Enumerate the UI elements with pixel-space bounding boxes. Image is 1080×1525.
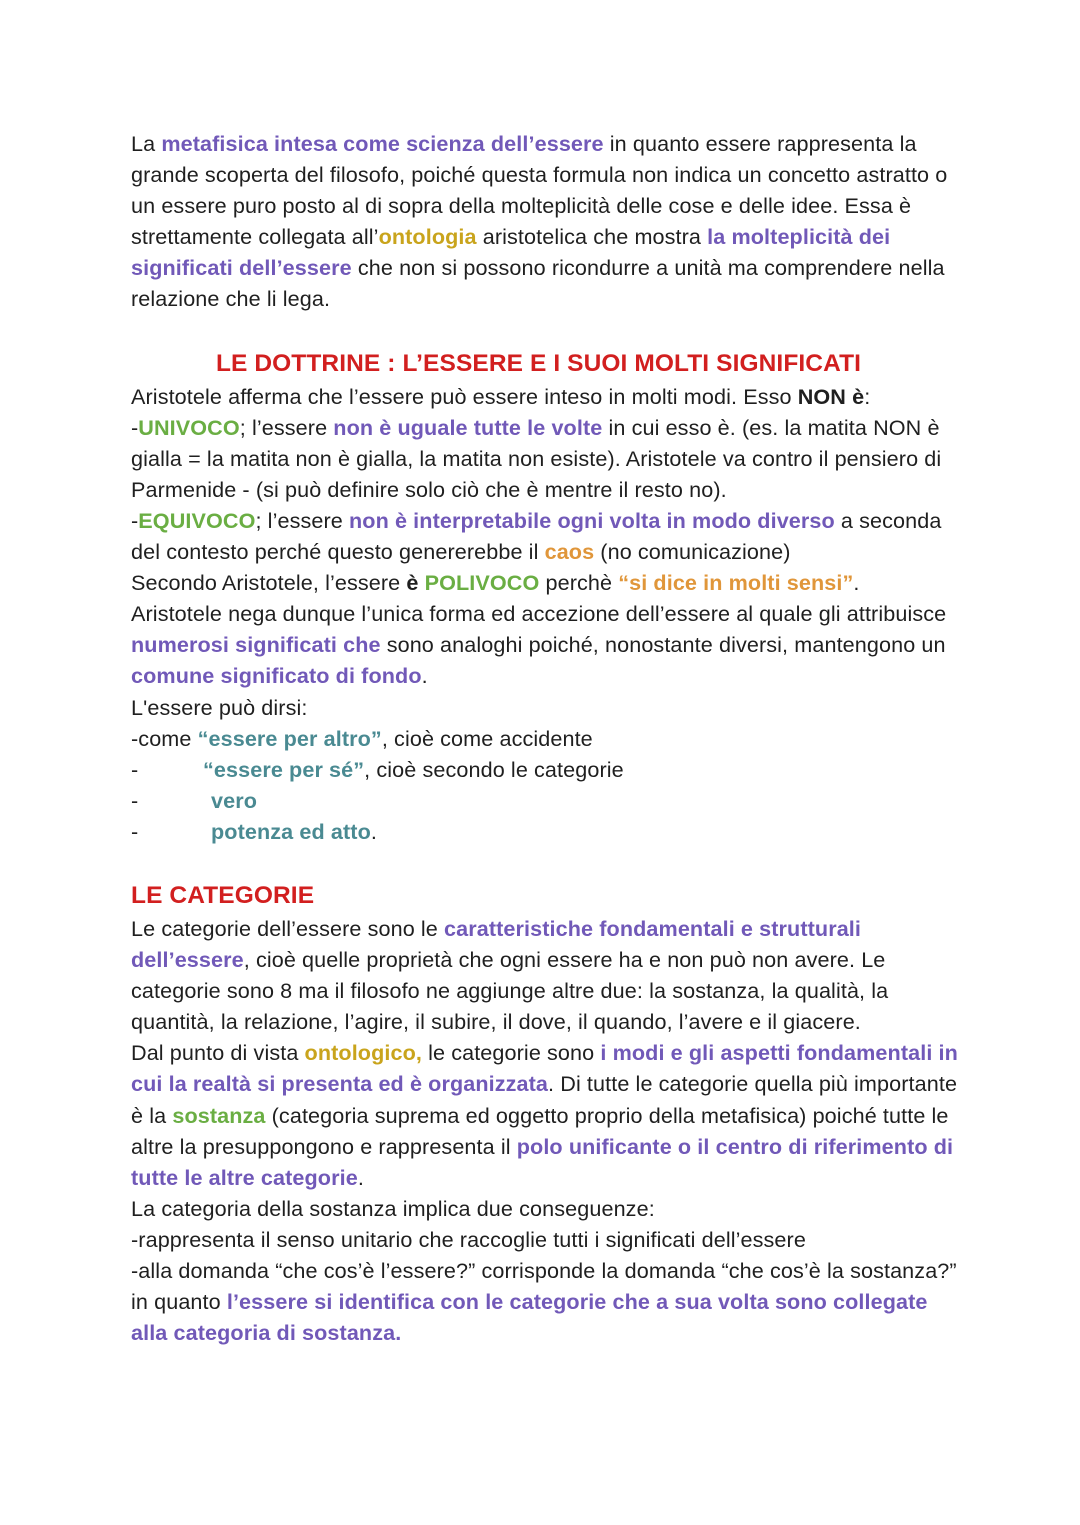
polivoco-paragraph — [131, 567, 961, 598]
document-page — [131, 128, 961, 1348]
text-run: La — [131, 131, 162, 156]
text-run: . Di tutte le categorie quella più importante è la — [131, 1071, 958, 1128]
list-dash: - — [131, 818, 139, 844]
text-run: le categorie sono — [422, 1040, 601, 1066]
text-run: . — [357, 1164, 364, 1190]
highlight-univoco: UNIVOCO — [138, 414, 240, 440]
highlight-metafisica: metafisica intesa come scienza dell’essere — [161, 131, 604, 156]
text-run: -alla domanda “che cos’è l’essere?” corrisponde la domanda “che cos’è la sostanza?” in quanto — [131, 1258, 957, 1315]
intro-paragraph — [131, 128, 961, 315]
text-run: a seconda del contesto perché questo genererebbe il — [131, 507, 942, 565]
nega-paragraph — [131, 598, 961, 691]
highlight-polo-unificante: polo unificante o il centro di riferimento di tutte le altre categorie — [131, 1133, 954, 1190]
text-run: in cui esso è. (es. la matita NON è gialla = la matita non è gialla, la matita non esiste). Aristotele va contro il pensiero di Parmenide - (si può definire solo ciò che è mentre il resto no). — [131, 414, 942, 502]
highlight-numerosi-significati: numerosi significati che — [131, 632, 381, 658]
text-run: - — [131, 507, 139, 533]
highlight-potenza-atto: potenza ed atto — [211, 818, 371, 844]
conseguenza-1: -rappresenta il senso unitario che raccoglie tutti i significati dell’essere — [131, 1226, 806, 1252]
highlight-identifica: l’essere si identifica con le categorie che a sua volta sono collegate alla categoria di sostanza. — [131, 1289, 928, 1346]
highlight-non-uguale: non è uguale tutte le volte — [333, 414, 603, 440]
text-run: che non si possono ricondurre a unità ma comprendere nella relazione che li lega. — [131, 255, 945, 312]
text-run: - — [131, 414, 139, 440]
univoco-item — [131, 412, 961, 505]
text-run: : — [864, 383, 871, 409]
text-run: Dal punto di vista — [131, 1040, 305, 1066]
dottrine-intro — [131, 381, 961, 412]
conseguenza-2 — [131, 1255, 961, 1348]
list-item-potenza — [131, 816, 961, 847]
text-run: Aristotele nega dunque l’unica forma ed accezione dell’essere al quale gli attribuisce — [131, 601, 947, 627]
text-run: . — [370, 818, 377, 844]
text-run: , cioè come accidente — [381, 725, 593, 751]
highlight-caos: caos — [544, 539, 595, 565]
bold-e: è — [406, 570, 419, 596]
text-run: Le categorie dell’essere sono le — [131, 915, 445, 941]
section-heading-dottrine: LE DOTTRINE : L’ESSERE E I SUOI MOLTI SIGNIFICATI — [215, 349, 862, 377]
highlight-ontologia: ontologia — [378, 224, 477, 250]
text-run: . — [421, 663, 428, 689]
highlight-comune-significato: comune significato di fondo — [131, 663, 422, 689]
highlight-equivoco: EQUIVOCO — [138, 507, 256, 533]
text-run: Secondo Aristotele, l’essere — [131, 570, 407, 596]
highlight-non-interpretabile: non è interpretabile ogni volta in modo diverso — [349, 507, 835, 533]
text-run: aristotelica che mostra — [476, 224, 708, 250]
categorie-paragraph-2 — [131, 1037, 961, 1192]
highlight-ontologico: ontologico, — [304, 1040, 422, 1066]
list-item-vero — [131, 785, 961, 816]
highlight-sostanza: sostanza — [172, 1102, 266, 1128]
text-run: , cioè quelle proprietà che ogni essere ha e non può non avere. Le categorie sono 8 ma il filosofo ne aggiunge altre due: la sostanza, la qualità, la quantità, la relazione, l’agire, il subire, il dove, il quando, l’avere e il giacere. — [131, 947, 889, 1035]
highlight-per-se: “essere per sé” — [203, 756, 365, 782]
text-run: -come — [131, 725, 198, 751]
categorie-paragraph-1 — [131, 913, 961, 1037]
text-run: ; l’essere — [255, 507, 349, 533]
highlight-molti-sensi: “si dice in molti sensi” — [618, 570, 854, 596]
text-run: . — [853, 570, 860, 596]
highlight-molteplicita: la molteplicità dei significati dell’essere — [131, 224, 891, 281]
highlight-per-altro: “essere per altro” — [197, 725, 382, 751]
text-run: Aristotele afferma che l’essere può essere inteso in molti modi. Esso — [131, 383, 798, 409]
list-dash: - — [131, 787, 139, 813]
section-heading-categorie: LE CATEGORIE — [131, 881, 315, 909]
list-item-per-altro — [131, 723, 961, 754]
text-run: in quanto essere rappresenta la grande scoperta del filosofo, poiché questa formula non indica un concetto astratto o un essere puro posto al di sopra della molteplicità delle cose e delle idee. Essa è strettamente collegata all’ — [131, 131, 948, 250]
list-dash: - — [131, 756, 139, 782]
text-run: (categoria suprema ed oggetto proprio della metafisica) poiché tutte le altre la presuppongono e rappresenta il — [131, 1102, 949, 1159]
list-item-per-se — [131, 754, 961, 785]
conseguenze-line: La categoria della sostanza implica due conseguenze: — [131, 1195, 655, 1221]
text-run: perchè — [539, 570, 619, 596]
text-run: ; l’essere — [239, 414, 334, 440]
equivoco-item — [131, 505, 961, 567]
text-run: sono analoghi poiché, nonostante diversi, mantengono un — [380, 632, 946, 658]
bold-non-e: NON è — [797, 383, 865, 409]
text-run: (no comunicazione) — [594, 539, 791, 565]
highlight-caratteristiche: caratteristiche fondamentali e strutturali dell’essere — [131, 915, 862, 973]
text-run: , cioè secondo le categorie — [364, 756, 624, 782]
highlight-modi-aspetti: i modi e gli aspetti fondamentali in cui la realtà si presenta ed è organizzata — [131, 1040, 958, 1097]
highlight-vero: vero — [211, 787, 258, 813]
highlight-polivoco: POLIVOCO — [424, 570, 540, 596]
puo-dirsi-line: L'essere può dirsi: — [131, 694, 308, 720]
